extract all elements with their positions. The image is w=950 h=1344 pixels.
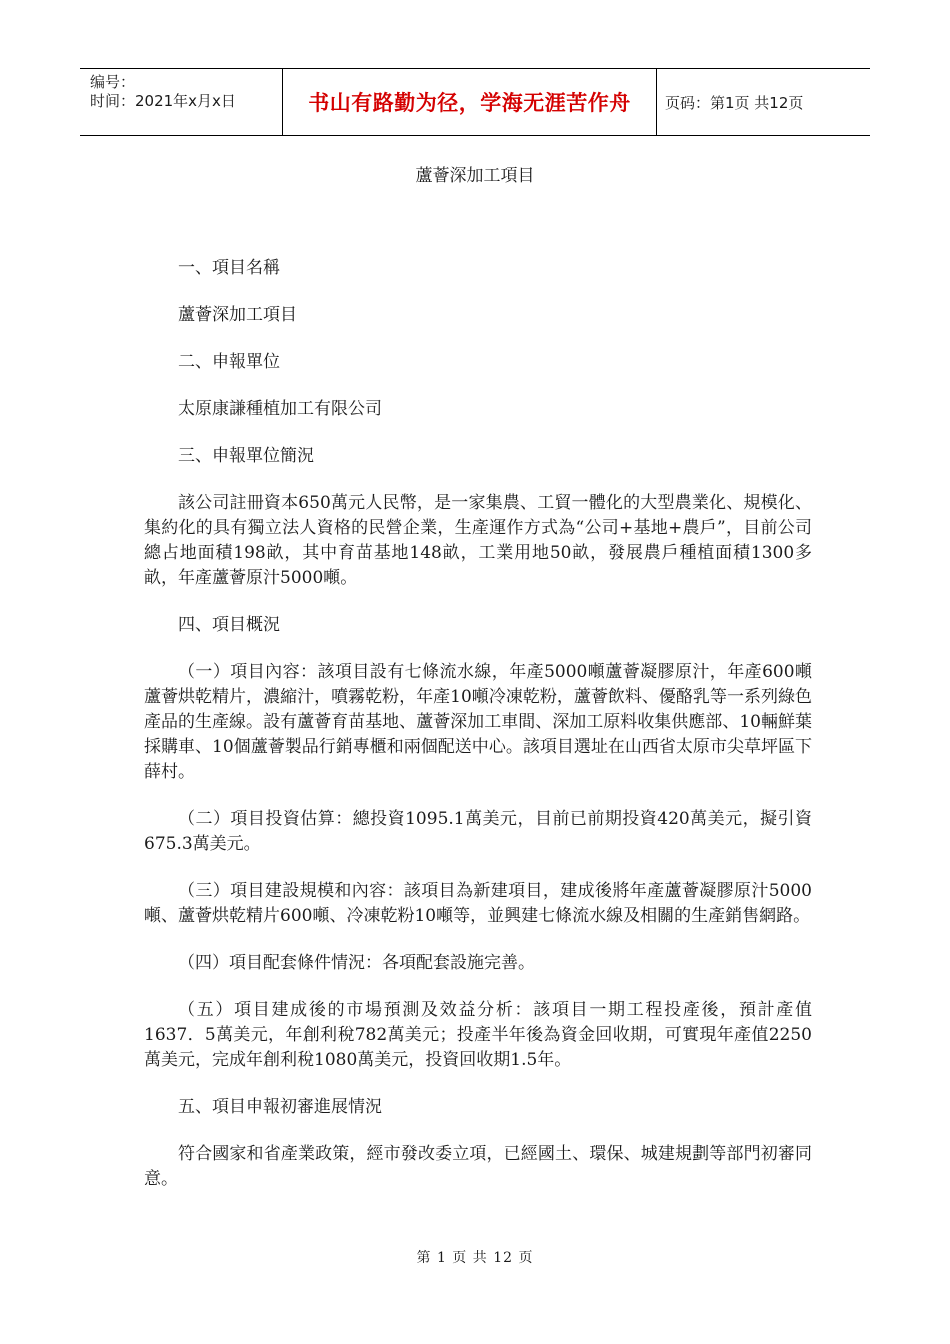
heading-applicant-profile: 三、申報單位簡況 [178, 446, 314, 466]
overview-facilities: （四）項目配套條件情況：各項配套設施完善。 [178, 953, 535, 973]
heading-project-overview: 四、項目概況 [178, 615, 280, 635]
applicant-text: 太原康謙種植加工有限公司 [178, 399, 382, 419]
heading-project-name: 一、項目名稱 [178, 258, 280, 278]
document-body [144, 256, 812, 1214]
header-motto: 书山有路勤为径，学海无涯苦作舟 [282, 69, 657, 135]
header-meta [80, 69, 282, 135]
overview-investment: （二）項目投資估算：總投資1095.1萬美元，目前已前期投資420萬美元，擬引資675.3萬美元。 [144, 809, 812, 854]
document-title: 蘆薈深加工項目 [415, 166, 535, 186]
heading-applicant: 二、申報單位 [178, 352, 280, 372]
number-label: 编号： [90, 73, 136, 91]
heading-review-progress: 五、項目申報初審進展情況 [178, 1097, 382, 1117]
review-progress-text: 符合國家和省產業政策，經市發改委立項，已經國土、環保、城建規劃等部門初審同意。 [144, 1144, 812, 1189]
overview-market: （五）項目建成後的市場預測及效益分析：該項目一期工程投產後，預計產值1637．5萬美元，年創利稅782萬美元；投產半年後為資金回收期，可實現年產值2250萬美元，完成年創利稅1080萬美元，投資回收期1.5年。 [144, 1000, 812, 1070]
overview-content: （一）項目內容：該項目設有七條流水線，年產5000噸蘆薈凝膠原汁，年產600噸蘆薈烘乾精片，濃縮汁，噴霧乾粉，年產10噸冷凍乾粉，蘆薈飲料、優酪乳等一系列綠色產品的生產線。設有蘆薈育苗基地、蘆薈深加工車間、深加工原料收集供應部、10輛鮮葉採購車、10個蘆薈製品行銷專櫃和兩個配送中心。該項目選址在山西省太原市尖草坪區下薛村。 [144, 662, 812, 782]
time-label: 时间：2021年x月x日 [90, 92, 236, 110]
overview-scale: （三）項目建設規模和內容：該項目為新建項目，建成後將年產蘆薈凝膠原汁5000噸、蘆薈烘乾精片600噸、冷凍乾粉10噸等，並興建七條流水線及相關的生產銷售網路。 [144, 881, 812, 926]
page-header [80, 68, 870, 136]
applicant-profile-text: 該公司註冊資本650萬元人民幣，是一家集農、工貿一體化的大型農業化、規模化、集約化的具有獨立法人資格的民營企業，生產運作方式為“公司+基地+農戶”，目前公司總占地面積198畝，其中育苗基地148畝，工業用地50畝，發展農戶種植面積1300多畝，年產蘆薈原汁5000噸。 [144, 493, 812, 588]
page-footer: 第 1 页 共 12 页 [416, 1250, 534, 1266]
project-name-text: 蘆薈深加工項目 [178, 305, 297, 325]
header-page-info: 页码：第1页 共12页 [665, 93, 804, 112]
